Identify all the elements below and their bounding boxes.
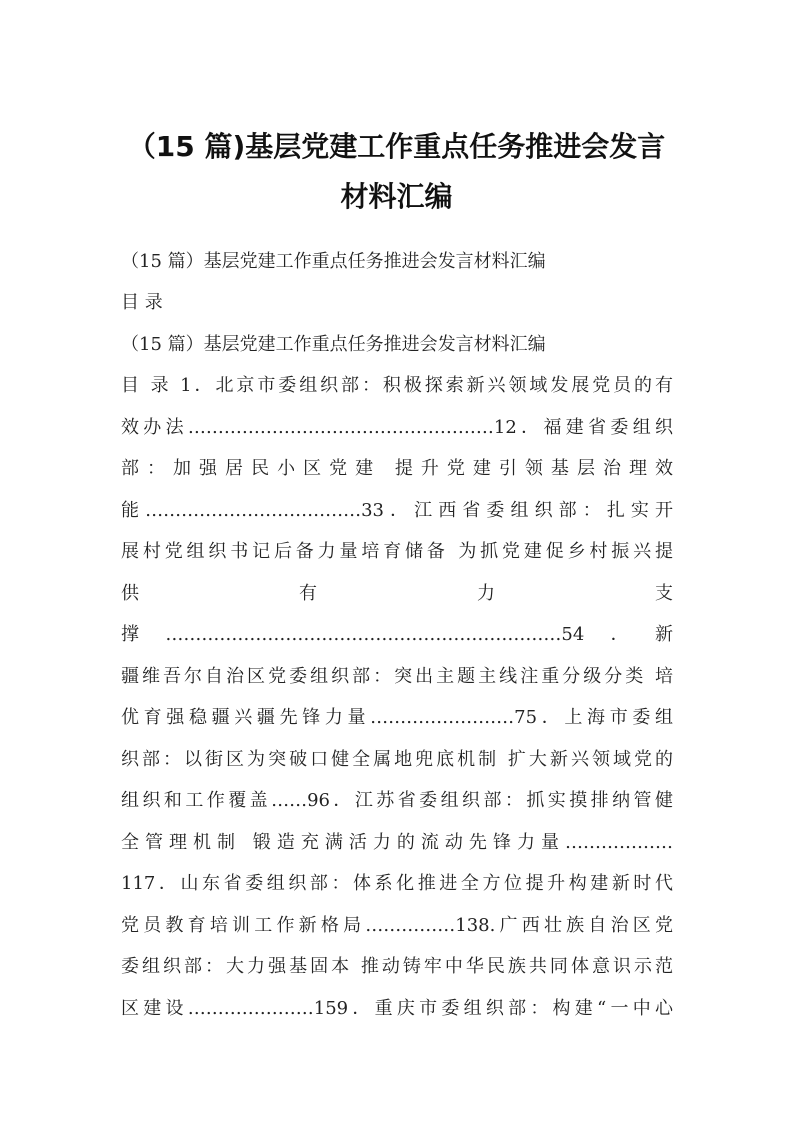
toc-line: 展村党组织书记后备力量培育储备 为抓党建促乡村振兴提 — [121, 541, 673, 562]
toc-line: 优育强稳疆兴疆先锋力量……………………75．上海市委组 — [121, 707, 673, 728]
toc-heading: 目 录 — [121, 292, 163, 313]
toc-line: 组织和工作覆盖……96．江苏省委组织部：抓实摸排纳管健 — [121, 790, 673, 811]
document-title — [100, 122, 693, 222]
title-line-2: 材料汇编 — [340, 180, 453, 213]
toc-line: 撑…………………………………………………………54．新 — [121, 624, 673, 645]
toc-line: 委组织部：大力强基固本 推动铸牢中华民族共同体意识示范 — [121, 956, 673, 977]
toc-line: 部：加强居民小区党建 提升党建引领基层治理效 — [121, 458, 673, 479]
toc-line: 全管理机制 锻造充满活力的流动先锋力量……………… — [121, 832, 673, 853]
subtitle-line: （15 篇）基层党建工作重点任务推进会发言材料汇编 — [121, 251, 546, 272]
subtitle-line: （15 篇）基层党建工作重点任务推进会发言材料汇编 — [121, 334, 546, 355]
toc-line: 党员教育培训工作新格局……………138.广西壮族自治区党 — [121, 915, 673, 936]
title-line-1: （15 篇)基层党建工作重点任务推进会发言 — [127, 130, 666, 163]
toc-line: 织部：以街区为突破口健全属地兜底机制 扩大新兴领域党的 — [121, 749, 673, 770]
toc-line: 目 录 1．北京市委组织部：积极探索新兴领域发展党员的有 — [121, 375, 673, 396]
toc-line: 117．山东省委组织部：体系化推进全方位提升构建新时代 — [121, 873, 673, 894]
toc-line: 疆维吾尔自治区党委组织部：突出主题主线注重分级分类 培 — [121, 666, 673, 687]
toc-line: 供 有 力 支 — [121, 583, 673, 604]
toc-line: 能………………………………33．江西省委组织部：扎实开 — [121, 500, 673, 521]
toc-line: 效办法……………………………………………12．福建省委组织 — [121, 417, 673, 438]
toc-line: 区建设…………………159．重庆市委组织部：构建“一中心 — [121, 998, 673, 1019]
